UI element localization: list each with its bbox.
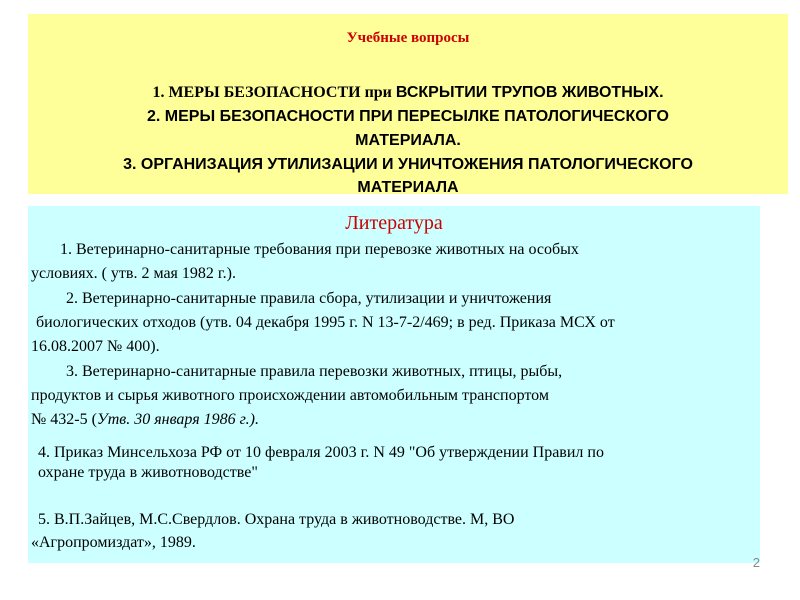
question-2-line-2: МАТЕРИАЛА. <box>355 132 461 149</box>
literature-title: Литература <box>345 212 443 234</box>
literature-box <box>28 206 760 563</box>
lit-item-2-line-1: 2. Ветеринарно-санитарные правила сбора, утилизации и уничтожения <box>66 290 552 307</box>
lit-item-1-line-2: условиях. ( утв. 2 мая 1982 г.). <box>31 265 236 282</box>
lit-item-3-line-3-b: Утв. 30 января 1986 г.). <box>96 411 259 428</box>
question-2-line-1: 2. МЕРЫ БЕЗОПАСНОСТИ ПРИ ПЕРЕСЫЛКЕ ПАТОЛОГИЧЕСКОГО <box>147 108 669 125</box>
page-number: 2 <box>752 555 760 570</box>
lit-item-5-line-1: 5. В.П.Зайцев, М.С.Свердлов. Охрана труда в животноводстве. М, ВО <box>38 511 515 528</box>
lit-item-2-line-3: 16.08.2007 № 400). <box>31 338 160 355</box>
study-questions-box <box>28 14 788 194</box>
lit-item-1-line-1: 1. Ветеринарно-санитарные требования при перевозке животных на особых <box>60 241 579 258</box>
lit-item-4-line-1: 4. Приказ Минсельхоза РФ от 10 февраля 2003 г. N 49 "Об утверждении Правил по <box>38 444 604 461</box>
lit-item-2-line-2: биологических отходов (утв. 04 декабря 1995 г. N 13-7-2/469; в ред. Приказа МСХ от <box>36 314 615 331</box>
question-1 <box>28 84 788 102</box>
question-1-part-a: 1. МЕРЫ БЕЗОПАСНОСТИ при <box>152 84 396 101</box>
lit-item-5-line-2: «Агропромиздат», 1989. <box>31 534 196 551</box>
lit-item-3-line-3-a: № 432-5 ( <box>31 411 97 428</box>
question-3-line-2: МАТЕРИАЛА <box>357 179 459 196</box>
questions-title: Учебные вопросы <box>346 30 470 46</box>
question-3-line-1: 3. ОРГАНИЗАЦИЯ УТИЛИЗАЦИИ И УНИЧТОЖЕНИЯ ПАТОЛОГИЧЕСКОГО <box>123 156 693 173</box>
lit-item-3-line-3 <box>31 411 259 429</box>
question-1-part-b: ВСКРЫТИИ ТРУПОВ ЖИВОТНЫХ. <box>395 84 664 101</box>
lit-item-3-line-2: продуктов и сырья животного происхождении автомобильным транспортом <box>31 387 549 404</box>
lit-item-4-line-2: охране труда в животноводстве" <box>38 464 258 481</box>
lit-item-3-line-1: 3. Ветеринарно-санитарные правила перевозки животных, птицы, рыбы, <box>66 363 563 380</box>
